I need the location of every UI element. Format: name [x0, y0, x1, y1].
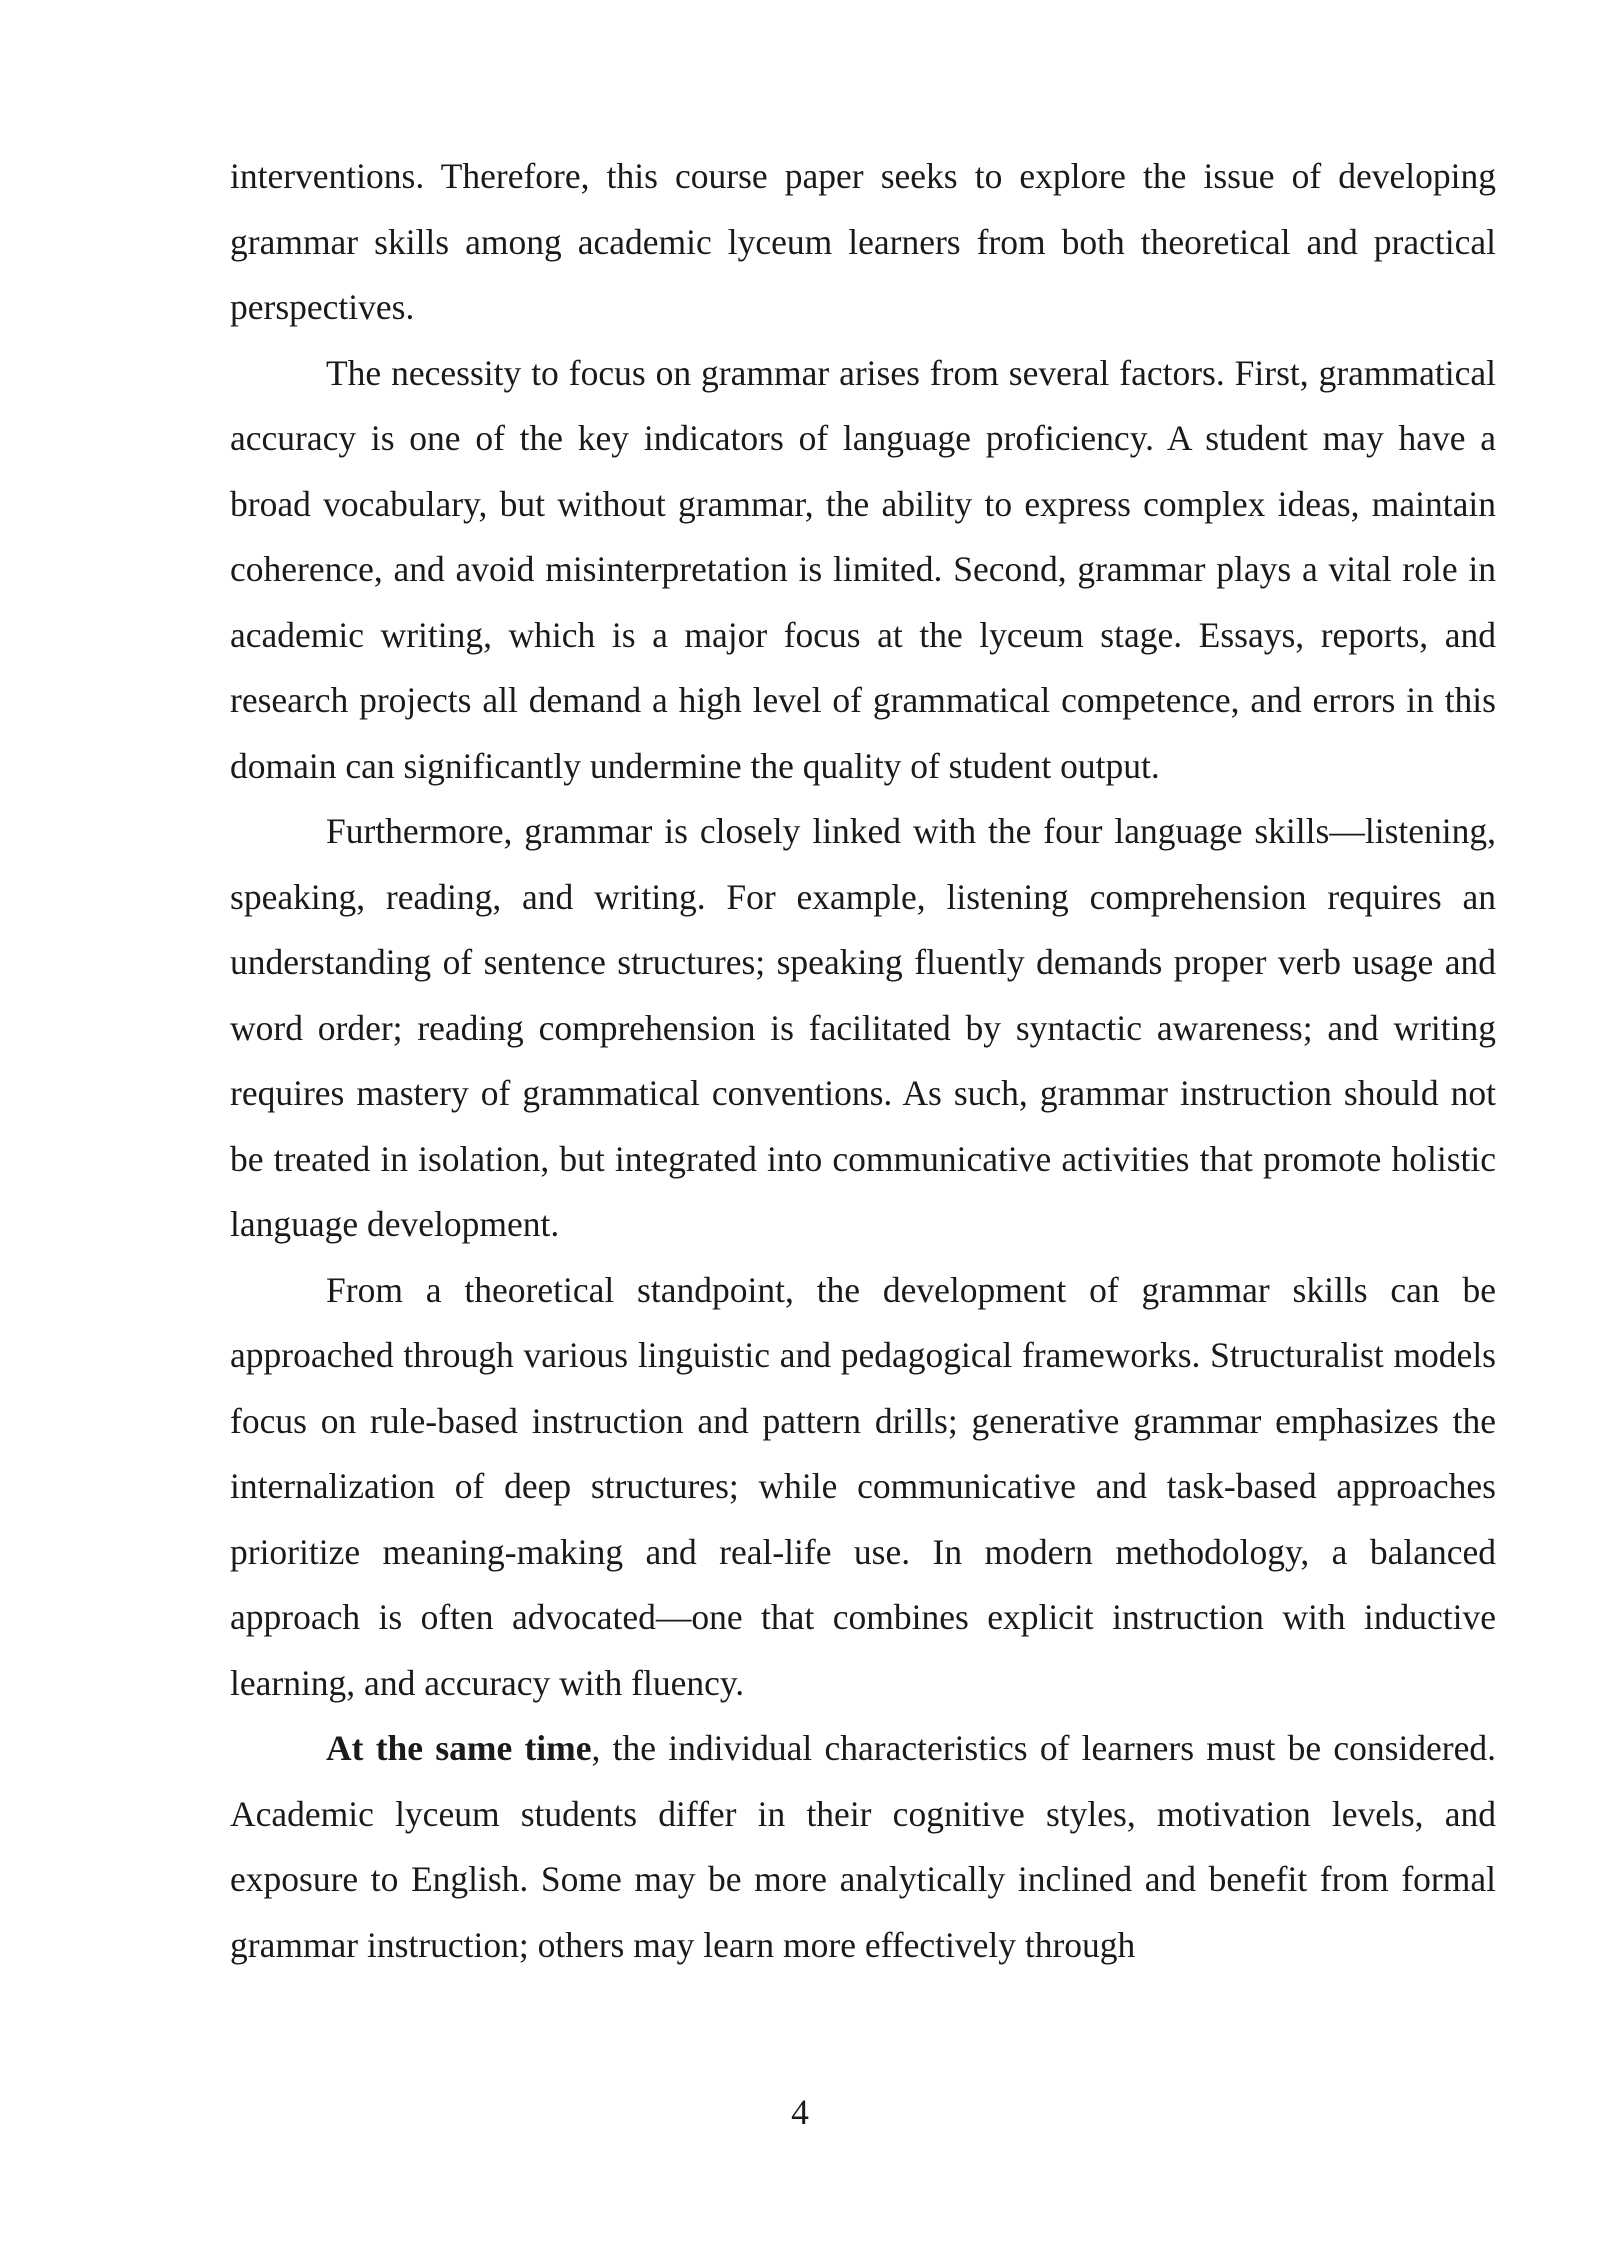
paragraph-3: Furthermore, grammar is closely linked with the four language skills—listening, speaking, reading, and writing. For example, listening comprehension requires an understanding of sentence structures; speaking fluently demands proper verb usage and word order; reading comprehension is facilitated by syntactic awareness; and writing requires mastery of grammatical conventions. As such, grammar instruction should not be treated in isolation, but integrated into communicative activities that promote holistic language development.	[230, 811, 1496, 1244]
paragraph-5-text: , the individual characteristics of learners must be considered. Academic lyceum students differ in their cognitive styles, motivation levels, and exposure to English. Some may be more analytically inclined and benefit from formal grammar instruction; others may learn more effectively through	[230, 1728, 1497, 1965]
paragraph-5-bold-lead: At the same time	[326, 1728, 592, 1768]
paragraph-1: interventions. Therefore, this course paper seeks to explore the issue of developing grammar skills among academic lyceum learners from both theoretical and practical perspectives.	[230, 156, 1496, 327]
paragraph-4: From a theoretical standpoint, the development of grammar skills can be approached through various linguistic and pedagogical frameworks. Structuralist models focus on rule-based instruction and pattern drills; generative grammar emphasizes the internalization of deep structures; while communicative and task-based approaches prioritize meaning-making and real-life use. In modern methodology, a balanced approach is often advocated—one that combines explicit instruction with inductive learning, and accuracy with fluency.	[230, 1269, 1496, 1703]
page-number: 4	[791, 2092, 809, 2132]
body-text	[230, 144, 1496, 1978]
paragraph-5	[230, 1716, 1496, 1978]
paragraph-2: The necessity to focus on grammar arises from several factors. First, grammatical accuracy is one of the key indicators of language proficiency. A student may have a broad vocabulary, but without grammar, the ability to express complex ideas, maintain coherence, and avoid misinterpretation is limited. Second, grammar plays a vital role in academic writing, which is a major focus at the lyceum stage. Essays, reports, and research projects all demand a high level of grammatical competence, and errors in this domain can significantly undermine the quality of student output.	[230, 352, 1496, 786]
